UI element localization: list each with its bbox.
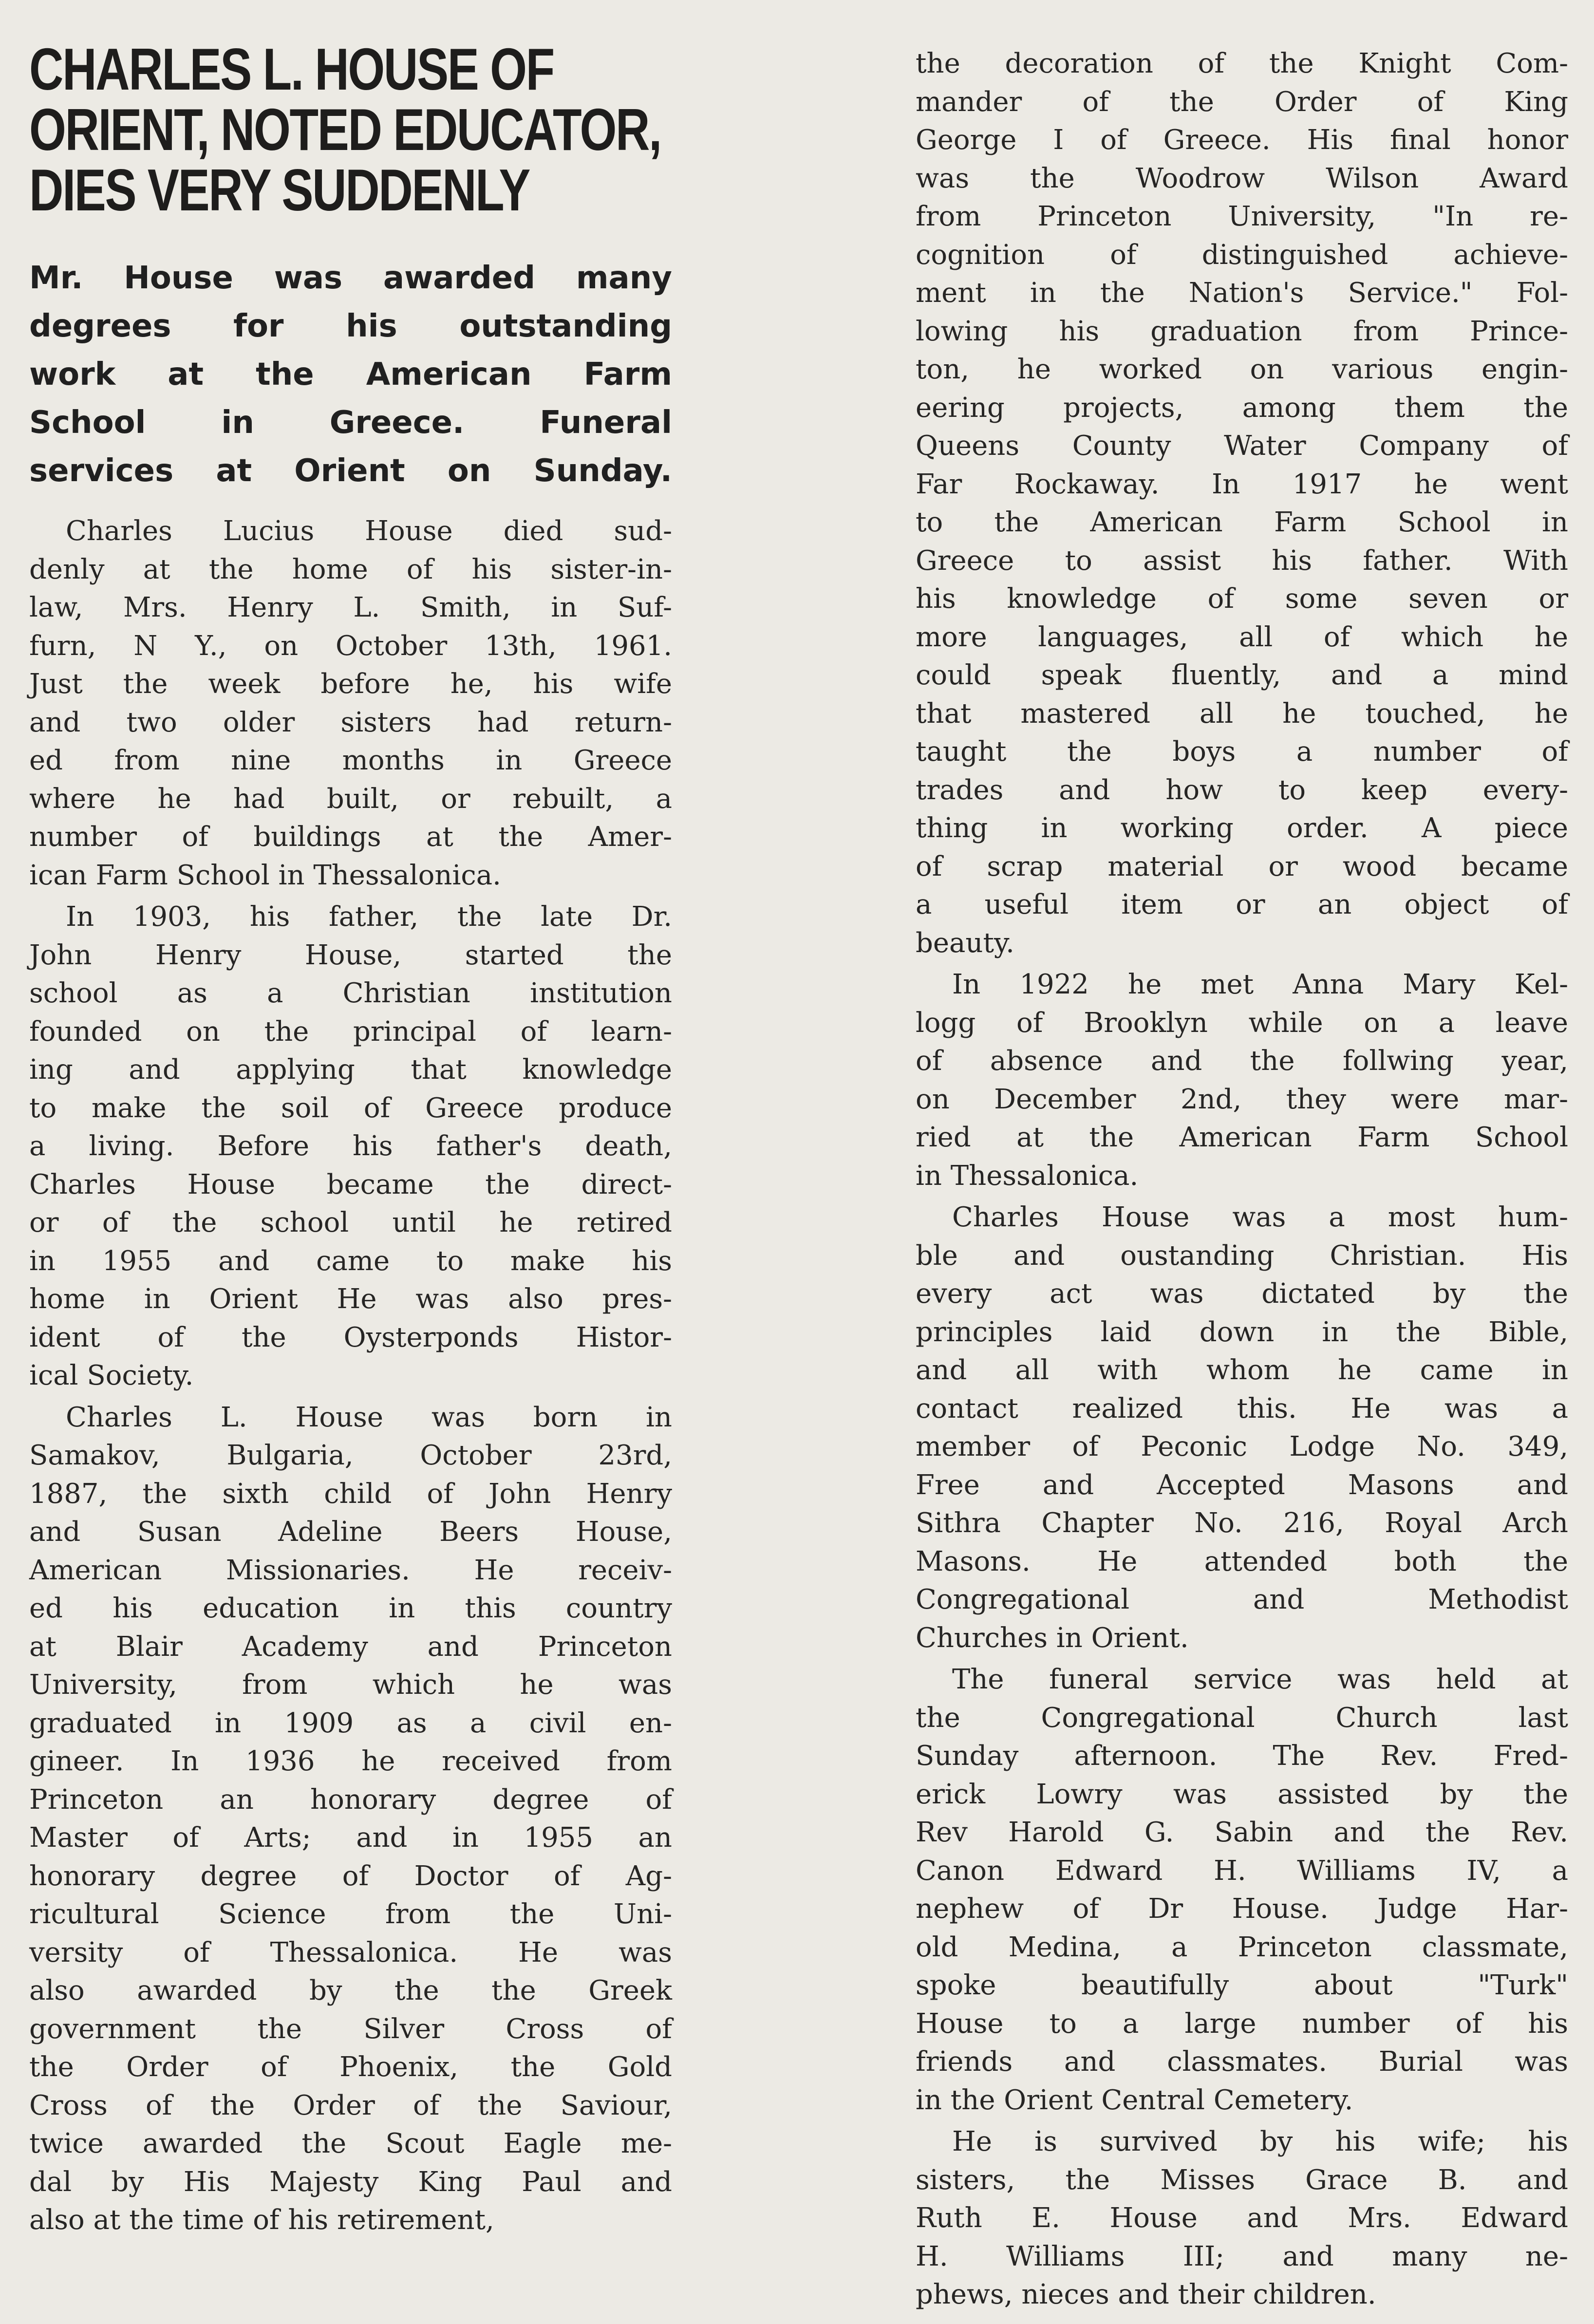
text-line: Sithra Chapter No. 216, Royal Arch (916, 1507, 1568, 1539)
text-line: logg of Brooklyn while on a leave (916, 1007, 1568, 1039)
text-line: taught the boys a number of (916, 736, 1568, 768)
text-line: and two older sisters had return- (29, 706, 672, 738)
text-line: to the American Farm School in (916, 506, 1568, 538)
text-line: in 1955 and came to make his (29, 1245, 672, 1277)
subhead-line: work at the American Farm (29, 356, 672, 393)
text-line: the Congregational Church last (916, 1702, 1568, 1734)
text-line: nephew of Dr House. Judge Har- (916, 1893, 1568, 1925)
text-line: Congregational and Methodist (916, 1584, 1568, 1615)
text-line: graduated in 1909 as a civil en- (29, 1707, 672, 1739)
text-line: Charles L. House was born in (66, 1401, 672, 1433)
paragraph (29, 512, 672, 895)
text-line: Charles House became the direct- (29, 1168, 672, 1200)
text-line: Rev Harold G. Sabin and the Rev. (916, 1817, 1568, 1848)
text-line: at Blair Academy and Princeton (29, 1631, 672, 1663)
subheadline (29, 254, 672, 495)
text-line: ed from nine months in Greece (29, 745, 672, 776)
text-line: of scrap material or wood became (916, 850, 1568, 882)
text-line: Churches in Orient. (916, 1622, 1189, 1654)
text-line: founded on the principal of learn- (29, 1015, 672, 1048)
text-line: lowing his graduation from Prince- (916, 315, 1568, 347)
text-line: contact realized this. He was a (916, 1392, 1568, 1424)
text-line: that mastered all he touched, he (916, 697, 1568, 730)
text-line: Queens County Water Company of (916, 430, 1568, 462)
text-line: every act was dictated by the (916, 1278, 1568, 1310)
text-line: number of buildings at the Amer- (29, 821, 672, 853)
text-line: in Thessalonica. (916, 1160, 1139, 1192)
subhead-line: School in Greece. Funeral (29, 405, 672, 441)
text-line: old Medina, a Princeton classmate, (916, 1931, 1568, 1963)
paragraph (916, 2123, 1568, 2314)
text-line: mander of the Order of King (916, 86, 1568, 118)
text-line: home in Orient He was also pres- (29, 1283, 672, 1315)
text-line: his knowledge of some seven or (916, 583, 1568, 615)
text-line: ical Society. (29, 1360, 194, 1391)
text-line: and all with whom he came in (916, 1354, 1568, 1386)
headline-line: CHARLES L. HOUSE OF (29, 36, 554, 102)
text-line: Charles House was a most hum- (952, 1201, 1568, 1233)
text-line: ble and oustanding Christian. His (916, 1239, 1568, 1272)
text-line: also awarded by the the Greek (29, 1975, 672, 2006)
text-line: the decoration of the Knight Com- (916, 48, 1568, 79)
text-line: member of Peconic Lodge No. 349, (916, 1431, 1568, 1462)
text-line: Ruth E. House and Mrs. Edward (916, 2202, 1568, 2234)
text-line: of absence and the follwing year, (916, 1045, 1568, 1077)
paragraph (916, 966, 1568, 1195)
headline (29, 0, 672, 223)
text-line: American Missionaries. He receiv- (29, 1554, 672, 1586)
text-line: was the Woodrow Wilson Award (916, 162, 1568, 194)
text-line: in the Orient Central Cemetery. (916, 2084, 1353, 2116)
text-line: ing and applying that knowledge (29, 1054, 672, 1086)
text-line: a useful item or an object of (916, 889, 1568, 920)
text-line: cognition of distinguished achieve- (916, 239, 1568, 271)
text-line: In 1922 he met Anna Mary Kel- (952, 969, 1568, 1000)
text-line: Master of Arts; and in 1955 an (29, 1822, 672, 1854)
paragraph (29, 1399, 672, 2240)
paragraph (916, 1199, 1568, 1657)
left-column (29, 0, 672, 2240)
text-line: principles laid down in the Bible, (916, 1316, 1568, 1348)
text-line: ment in the Nation's Service." Fol- (916, 277, 1568, 309)
text-line: House to a large number of his (916, 2007, 1568, 2040)
text-line: friends and classmates. Burial was (916, 2046, 1568, 2078)
text-line: The funeral service was held at (952, 1664, 1568, 1695)
paragraph (29, 898, 672, 1395)
text-line: sisters, the Misses Grace B. and (916, 2164, 1568, 2196)
text-line: dal by His Majesty King Paul and (29, 2166, 672, 2198)
text-line: ed his education in this country (29, 1593, 672, 1624)
text-line: on December 2nd, they were mar- (916, 1083, 1568, 1115)
text-line: honorary degree of Doctor of Ag- (29, 1860, 672, 1892)
text-line: furn, N Y., on October 13th, 1961. (29, 630, 672, 662)
text-line: beauty. (916, 927, 1014, 959)
headline-line: ORIENT, NOTED EDUCATOR, (29, 96, 661, 163)
text-line: Far Rockaway. In 1917 he went (916, 468, 1568, 500)
text-line: ricultural Science from the Uni- (29, 1898, 672, 1930)
text-line: Greece to assist his father. With (916, 544, 1568, 577)
text-line: or of the school until he retired (29, 1207, 672, 1238)
text-line: a living. Before his father's death, (29, 1130, 672, 1162)
paragraph (916, 45, 1568, 962)
text-line: law, Mrs. Henry L. Smith, in Suf- (29, 592, 672, 623)
text-line: ident of the Oysterponds Histor- (29, 1321, 672, 1353)
text-line: Princeton an honorary degree of (29, 1783, 672, 1816)
text-line: John Henry House, started the (29, 939, 672, 971)
text-line: Canon Edward H. Williams IV, a (916, 1855, 1568, 1887)
text-line: thing in working order. A piece (916, 812, 1568, 844)
paragraph (916, 1661, 1568, 2119)
text-line: University, from which he was (29, 1669, 672, 1701)
text-line: erick Lowry was assisted by the (916, 1778, 1568, 1810)
text-line: from Princeton University, "In re- (916, 201, 1568, 232)
text-line: school as a Christian institution (29, 977, 672, 1009)
text-line: He is survived by his wife; his (952, 2126, 1568, 2157)
text-line: and Susan Adeline Beers House, (29, 1516, 672, 1548)
subhead-line: Mr. House was awarded many (29, 260, 672, 296)
text-line: ican Farm School in Thessalonica. (29, 859, 501, 891)
text-line: spoke beautifully about "Turk" (916, 1969, 1568, 2001)
text-line: ton, he worked on various engin- (916, 354, 1568, 385)
text-line: 1887, the sixth child of John Henry (29, 1478, 672, 1510)
text-line: In 1903, his father, the late Dr. (66, 901, 672, 933)
text-line: more languages, all of which he (916, 621, 1568, 653)
text-line: Cross of the Order of the Saviour, (29, 2089, 672, 2121)
right-column (916, 0, 1568, 2314)
text-line: Just the week before he, his wife (29, 668, 672, 700)
text-line: Charles Lucius House died sud- (66, 515, 672, 547)
text-line: Free and Accepted Masons and (916, 1469, 1568, 1501)
text-line: versity of Thessalonica. He was (29, 1936, 672, 1968)
text-line: trades and how to keep every- (916, 774, 1568, 806)
text-line: George I of Greece. His final honor (916, 124, 1568, 156)
text-line: government the Silver Cross of (29, 2013, 672, 2045)
text-line: the Order of Phoenix, the Gold (29, 2051, 672, 2083)
text-line: phews, nieces and their children. (916, 2279, 1376, 2310)
text-line: eering projects, among them the (916, 392, 1568, 424)
text-line: twice awarded the Scout Eagle me- (29, 2128, 672, 2159)
text-line: H. Williams III; and many ne- (916, 2240, 1568, 2272)
subhead-line: services at Orient on Sunday. (29, 453, 672, 489)
text-line: Sunday afternoon. The Rev. Fred- (916, 1740, 1568, 1772)
subhead-line: degrees for his outstanding (29, 308, 672, 344)
text-line: Samakov, Bulgaria, October 23rd, (29, 1440, 672, 1471)
left-body (29, 512, 672, 2240)
text-line: denly at the home of his sister-in- (29, 553, 672, 585)
text-line: gineer. In 1936 he received from (29, 1745, 672, 1777)
text-line: to make the soil of Greece produce (29, 1092, 672, 1124)
text-line: could speak fluently, and a mind (916, 659, 1568, 691)
text-line: Masons. He attended both the (916, 1545, 1568, 1577)
text-line: also at the time of his retirement, (29, 2204, 494, 2236)
text-line: where he had built, or rebuilt, a (29, 783, 672, 815)
headline-line: DIES VERY SUDDENLY (29, 157, 530, 223)
right-body (916, 45, 1568, 2314)
text-line: ried at the American Farm School (916, 1122, 1568, 1153)
